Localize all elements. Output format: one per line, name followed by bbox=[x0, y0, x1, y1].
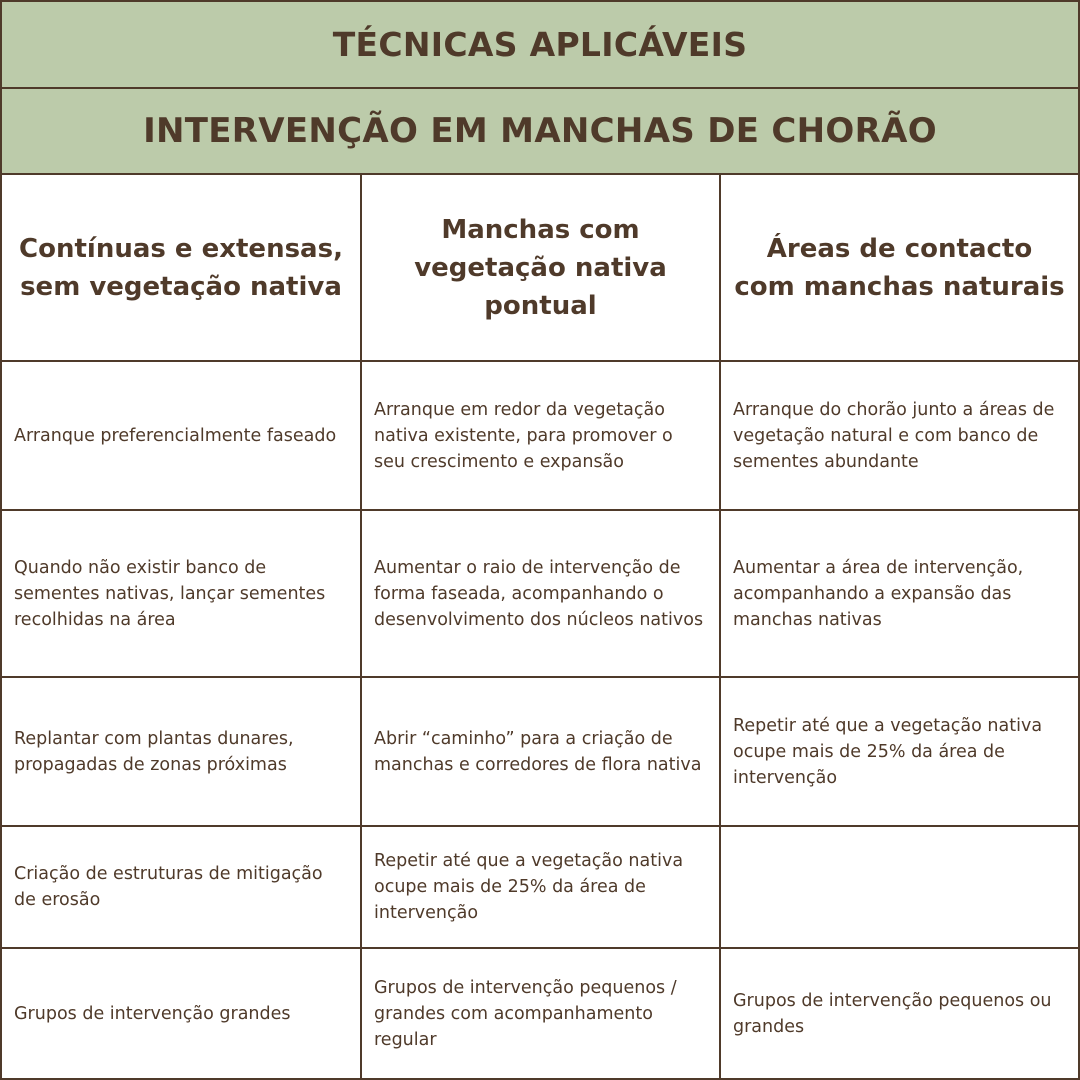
table-cell: Grupos de intervenção pequenos / grandes com acompanhamento regular bbox=[361, 948, 720, 1079]
table-row bbox=[2, 948, 1078, 1079]
table-row bbox=[2, 826, 1078, 948]
table-row bbox=[2, 510, 1078, 677]
column-header-native-patches: Manchas com vegetação nativa pontual bbox=[361, 175, 720, 361]
table-cell: Repetir até que a vegetação nativa ocupe mais de 25% da área de intervenção bbox=[361, 826, 720, 948]
table-row bbox=[2, 677, 1078, 826]
table-cell: Quando não existir banco de sementes nativas, lançar sementes recolhidas na área bbox=[2, 510, 361, 677]
table-row bbox=[2, 361, 1078, 510]
table-cell: Aumentar o raio de intervenção de forma faseada, acompanhando o desenvolvimento dos núcleos nativos bbox=[361, 510, 720, 677]
table-cell: Arranque preferencialmente faseado bbox=[2, 361, 361, 510]
table-cell: Arranque do chorão junto a áreas de vegetação natural e com banco de sementes abundante bbox=[720, 361, 1078, 510]
table-header-row bbox=[2, 175, 1078, 361]
table-cell: Replantar com plantas dunares, propagadas de zonas próximas bbox=[2, 677, 361, 826]
table-cell: Criação de estruturas de mitigação de erosão bbox=[2, 826, 361, 948]
techniques-table bbox=[2, 175, 1078, 1079]
column-header-continuous-extensive: Contínuas e extensas, sem vegetação nativa bbox=[19, 233, 343, 302]
page-title: TÉCNICAS APLICÁVEIS bbox=[2, 2, 1078, 89]
column-header-contact-areas: Áreas de contacto com manchas naturais bbox=[720, 175, 1078, 361]
table-cell: Abrir “caminho” para a criação de manchas e corredores de flora nativa bbox=[361, 677, 720, 826]
table-cell: Grupos de intervenção pequenos ou grandes bbox=[720, 948, 1078, 1079]
table-cell: Aumentar a área de intervenção, acompanhando a expansão das manchas nativas bbox=[720, 510, 1078, 677]
table-cell: Grupos de intervenção grandes bbox=[2, 948, 361, 1079]
page-subtitle: INTERVENÇÃO EM MANCHAS DE CHORÃO bbox=[2, 89, 1078, 175]
table-cell: Arranque em redor da vegetação nativa existente, para promover o seu crescimento e expansão bbox=[361, 361, 720, 510]
table-cell-empty bbox=[720, 826, 1078, 948]
table-cell: Repetir até que a vegetação nativa ocupe mais de 25% da área de intervenção bbox=[720, 677, 1078, 826]
